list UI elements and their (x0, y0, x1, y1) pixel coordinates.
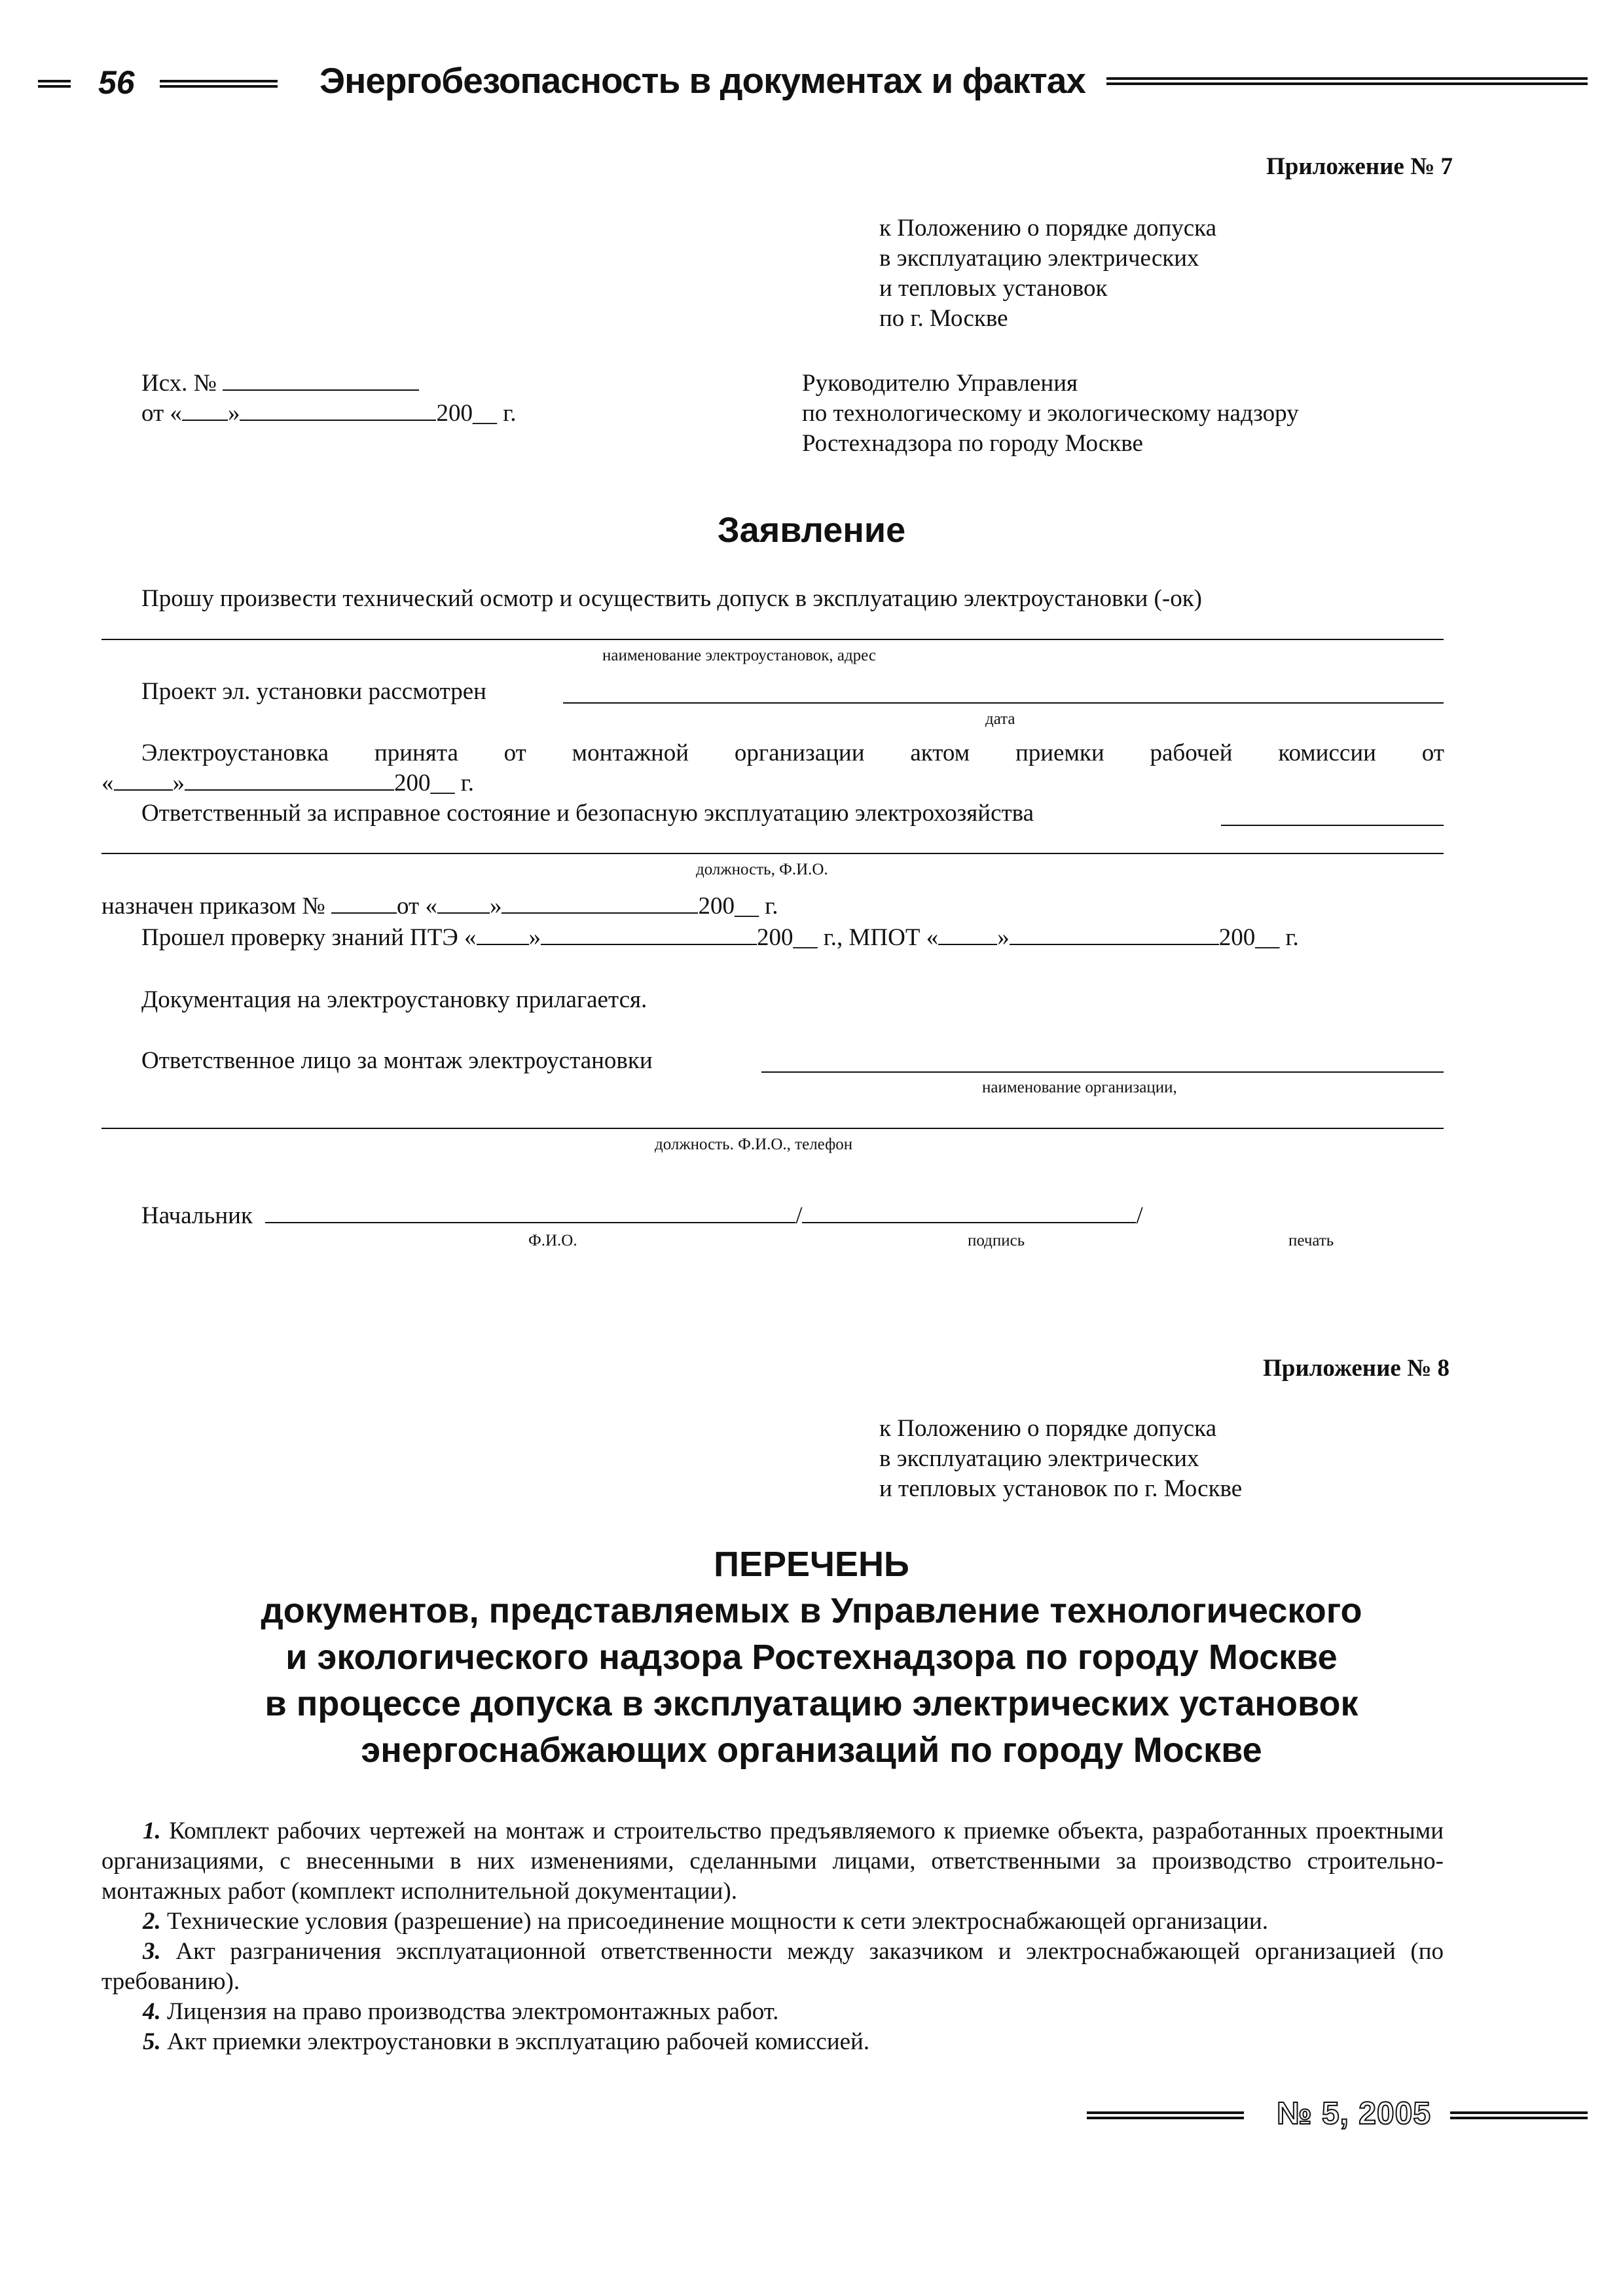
list-item-text: Акт приемки электроустановки в эксплуатацию рабочей комиссией. (167, 2028, 870, 2055)
list-item-text: Акт разграничения эксплуатационной ответственности между заказчиком и электроснабжающей организацией (по требованию). (101, 1938, 1444, 1995)
list-item (101, 1937, 1444, 1997)
outgoing-year: 200__ г. (436, 400, 517, 427)
list-title-line: и экологического надзора Ростехнадзора по городу Москве (285, 1638, 1338, 1677)
list-title-main: ПЕРЕЧЕНЬ (714, 1545, 909, 1584)
order-year: 200__ г. (698, 893, 778, 920)
recipient-line: Ростехнадзора по городу Москве (802, 430, 1143, 457)
caption-name-address: наименование электроустановок, адрес (602, 647, 876, 664)
documentation-text: Документация на электроустановку прилагается. (141, 986, 647, 1013)
list-item-text: Технические условия (разрешение) на присоединение мощности к сети электроснабжающей организации. (167, 1908, 1268, 1935)
chief-signature-field[interactable] (802, 1202, 1136, 1223)
outgoing-date-row: от « » 200__ г. (141, 400, 517, 427)
project-reviewed-label: Проект эл. установки рассмотрен (141, 678, 486, 705)
accepted-word: принята (374, 740, 458, 766)
order-month-field[interactable] (501, 893, 698, 914)
list-item-text: Лицензия на право производства электромонтажных работ. (167, 1998, 779, 2025)
knowledge-check-row: Прошел проверку знаний ПТЭ « » 200__ г., МПОТ « » 200__ г. (141, 924, 1299, 951)
responsible-field-short[interactable] (1221, 825, 1444, 826)
outgoing-number-field[interactable] (223, 370, 419, 391)
installation-name-field[interactable] (101, 639, 1444, 640)
documents-list (101, 1816, 1444, 2057)
list-title-line: в процессе допуска в эксплуатацию электрических установок (264, 1684, 1359, 1723)
accepted-month-field[interactable] (185, 770, 394, 791)
header-rule-middle (160, 79, 278, 89)
basis-line: к Положению о порядке допуска (879, 1415, 1217, 1442)
caption-fio: Ф.И.О. (528, 1232, 577, 1249)
project-reviewed-field[interactable] (563, 702, 1444, 704)
accepted-word: приемки (1015, 740, 1104, 766)
outgoing-number-label: Исх. № (141, 370, 217, 397)
outgoing-number-row (141, 368, 516, 399)
list-item (101, 1816, 1444, 1907)
responsible-field[interactable] (101, 853, 1444, 854)
page-number: 56 (98, 64, 135, 101)
accepted-day-field[interactable] (114, 770, 173, 791)
order-number-field[interactable] (331, 893, 397, 914)
appendix-8-basis (879, 1414, 1242, 1504)
accepted-word: организации (734, 740, 865, 766)
basis-line: и тепловых установок (879, 275, 1108, 302)
mpot-month-field[interactable] (1010, 924, 1219, 945)
pte-day-field[interactable] (477, 924, 529, 945)
list-title (0, 1541, 1623, 1774)
basis-line: и тепловых установок по г. Москве (879, 1475, 1243, 1502)
basis-line: к Положению о порядке допуска (879, 215, 1217, 242)
caption-position-name: должность, Ф.И.О. (696, 861, 828, 878)
list-item-number: 1. (143, 1818, 161, 1844)
accepted-word: комиссии (1278, 740, 1376, 766)
caption-signature: подпись (968, 1232, 1025, 1249)
accepted-date-row: « » 200__ г. (101, 770, 475, 797)
appendix-8-label: Приложение № 8 (1262, 1355, 1450, 1382)
caption-seal: печать (1288, 1232, 1334, 1249)
accepted-word: монтажной (572, 740, 689, 766)
chief-name-field[interactable] (265, 1202, 795, 1223)
appointed-row: назначен приказом № от « » 200__ г. (101, 893, 778, 920)
outgoing-month-field[interactable] (240, 400, 436, 421)
outgoing-date-label: от « (141, 400, 182, 427)
issue-number: № 5, 2005 (1277, 2096, 1431, 2131)
list-item-number: 4. (143, 1998, 161, 2025)
caption-org-name: наименование организации, (982, 1079, 1177, 1096)
order-day-field[interactable] (437, 893, 490, 914)
list-title-line: энергоснабжающих организаций по городу Москве (361, 1731, 1262, 1770)
appointed-label: назначен приказом № (101, 893, 325, 920)
list-item (101, 1997, 1444, 2027)
mpot-day-field[interactable] (938, 924, 997, 945)
appendix-7-label: Приложение № 7 (1266, 153, 1453, 180)
journal-title: Энергобезопасность в документах и фактах (319, 60, 1085, 101)
accepted-word: рабочей (1150, 740, 1233, 766)
header-rule-left (38, 79, 71, 89)
caption-date: дата (985, 710, 1015, 728)
basis-line: по г. Москве (879, 305, 1008, 332)
chief-label: Начальник (141, 1202, 253, 1229)
appendix-7-basis (879, 213, 1216, 334)
header-rule-right (1106, 76, 1588, 86)
statement-title: Заявление (717, 511, 906, 550)
accepted-word: Электроустановка (141, 740, 329, 766)
mount-responsible-label: Ответственное лицо за монтаж электроустановки (141, 1047, 653, 1074)
list-item-text: Комплект рабочих чертежей на монтаж и строительство предъявляемого к приемке объекта, разработанных проектными организациями, с внесенными в них изменениями, сделанными лицами, ответственными за производство строительно-монтажных работ (комплект исполнительной документации). (101, 1818, 1444, 1905)
pte-month-field[interactable] (541, 924, 757, 945)
knowledge-check-label: Прошел проверку знаний ПТЭ « (141, 924, 477, 951)
responsible-label: Ответственный за исправное состояние и безопасную эксплуатацию электрохозяйства (141, 800, 1034, 827)
footer-rule-right (1450, 2110, 1588, 2121)
accepted-word: актом (910, 740, 970, 766)
accepted-word: от (1421, 740, 1444, 766)
list-item-number: 3. (143, 1938, 161, 1965)
recipient-block (802, 368, 1299, 459)
basis-line: в эксплуатацию электрических (879, 1445, 1199, 1472)
footer-rule-left (1087, 2110, 1244, 2121)
list-item-number: 2. (143, 1908, 161, 1935)
accepted-line (141, 738, 1444, 768)
recipient-line: по технологическому и экологическому надзору (802, 400, 1299, 427)
basis-line: в эксплуатацию электрических (879, 245, 1199, 272)
list-item-number: 5. (143, 2028, 161, 2055)
accepted-word: от (503, 740, 526, 766)
request-text: Прошу произвести технический осмотр и осуществить допуск в эксплуатацию электроустановки (-ок) (141, 585, 1202, 612)
list-item (101, 2027, 1444, 2057)
list-title-line: документов, представляемых в Управление технологического (261, 1591, 1362, 1630)
accepted-year: 200__ г. (394, 770, 475, 797)
mount-person-field[interactable] (101, 1128, 1444, 1129)
recipient-line: Руководителю Управления (802, 370, 1078, 397)
mount-organization-field[interactable] (761, 1071, 1444, 1073)
caption-position-phone: должность. Ф.И.О., телефон (655, 1136, 853, 1153)
outgoing-block (141, 368, 516, 429)
outgoing-day-field[interactable] (182, 400, 228, 421)
list-item (101, 1907, 1444, 1937)
chief-row: Начальник / / (141, 1202, 1143, 1229)
